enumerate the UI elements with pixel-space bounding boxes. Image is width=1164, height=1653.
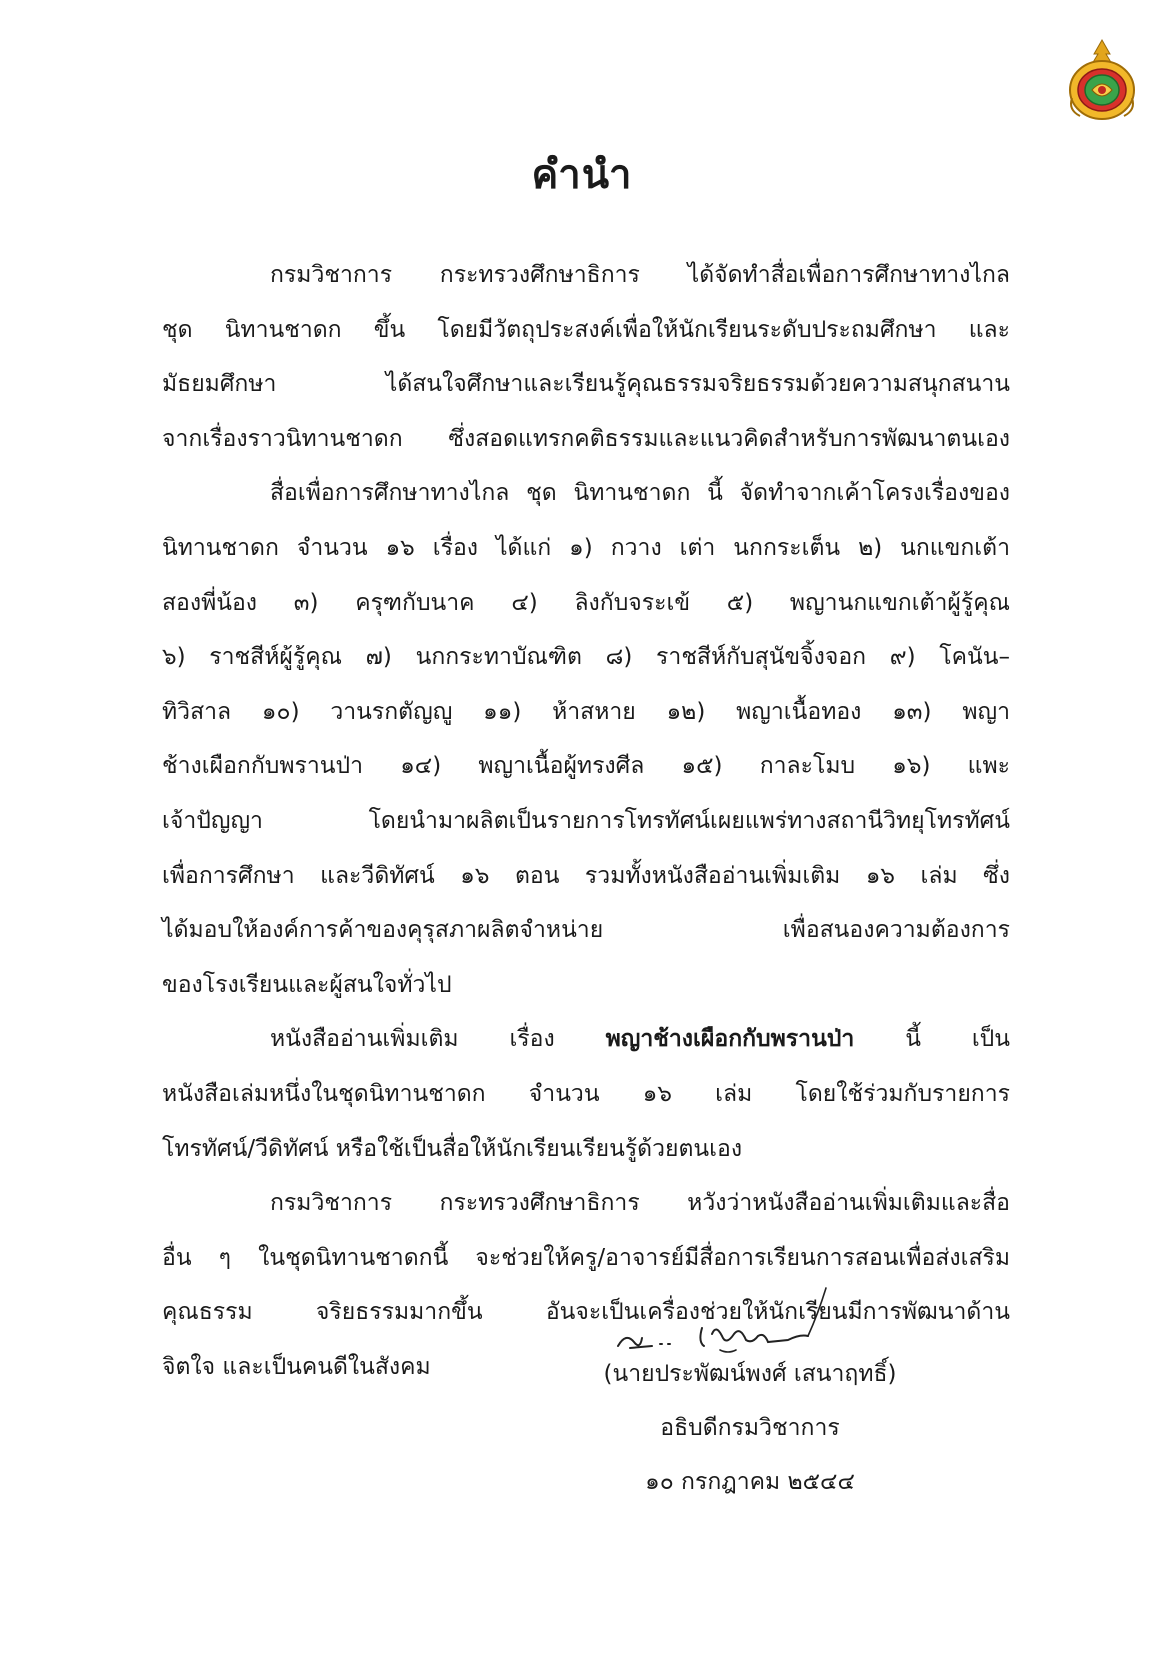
text-line: จากเรื่องราวนิทานชาดก ซึ่งสอดแทรกคติธรรมและแนวคิดสำหรับการพัฒนาตนเอง — [162, 425, 1010, 452]
signatory-position: อธิบดีกรมวิชาการ — [660, 1415, 840, 1441]
page-title: คำนำ — [531, 152, 633, 198]
text-segment: นี้ เป็น — [905, 1026, 1010, 1053]
signature-block — [500, 1347, 1000, 1509]
preface-body — [162, 248, 1010, 1394]
signatory-name: (นายประพัฒน์พงศ์ เสนาฤทธิ์) — [603, 1361, 897, 1387]
text-line: ชุด นิทานชาดก ขึ้น โดยมีวัตถุประสงค์เพื่อให้นักเรียนระดับประถมศึกษา และ — [162, 316, 1010, 343]
book-title-highlight: พญาช้างเผือกกับพรานป่า — [605, 1026, 855, 1053]
text-line: โทรทัศน์/วีดิทัศน์ หรือใช้เป็นสื่อให้นักเรียนเรียนรู้ด้วยตนเอง — [162, 1135, 743, 1162]
text-line: มัธยมศึกษา ได้สนใจศึกษาและเรียนรู้คุณธรรมจริยธรรมด้วยความสนุกสนาน — [162, 371, 1010, 398]
text-line: ช้างเผือกกับพรานป่า ๑๔) พญาเนื้อผู้ทรงศีล ๑๕) กาละโมบ ๑๖) แพะ — [162, 753, 1010, 780]
ministry-emblem-icon — [1066, 38, 1138, 122]
text-line: เพื่อการศึกษา และวีดิทัศน์ ๑๖ ตอน รวมทั้งหนังสืออ่านเพิ่มเติม ๑๖ เล่ม ซึ่ง — [162, 862, 1010, 889]
text-line: กรมวิชาการ กระทรวงศึกษาธิการ หวังว่าหนังสืออ่านเพิ่มเติมและสื่อ — [270, 1190, 1010, 1217]
text-line: ๖) ราชสีห์ผู้รู้คุณ ๗) นกกระทาบัณฑิต ๘) ราชสีห์กับสุนัขจิ้งจอก ๙) โคนัน– — [162, 644, 1010, 671]
text-line: นิทานชาดก จำนวน ๑๖ เรื่อง ได้แก่ ๑) กวาง เต่า นกกระเต็น ๒) นกแขกเต้า — [162, 534, 1010, 561]
text-line: สื่อเพื่อการศึกษาทางไกล ชุด นิทานชาดก นี้ จัดทำจากเค้าโครงเรื่องของ — [270, 480, 1010, 507]
text-line: ได้มอบให้องค์การค้าของคุรุสภาผลิตจำหน่าย เพื่อสนองความต้องการ — [162, 917, 1010, 944]
text-line: จิตใจ และเป็นคนดีในสังคม — [162, 1353, 431, 1380]
text-line: สองพี่น้อง ๓) ครุฑกับนาค ๔) ลิงกับจระเข้ ๕) พญานกแขกเต้าผู้รู้คุณ — [162, 589, 1010, 616]
text-line: กรมวิชาการ กระทรวงศึกษาธิการ ได้จัดทำสื่อเพื่อการศึกษาทางไกล — [270, 262, 1010, 288]
text-line: เจ้าปัญญา โดยนำมาผลิตเป็นรายการโทรทัศน์เผยแพร่ทางสถานีวิทยุโทรทัศน์ — [162, 807, 1010, 834]
text-segment: หนังสืออ่านเพิ่มเติม เรื่อง — [270, 1026, 555, 1053]
text-line: คุณธรรม จริยธรรมมากขึ้น อันจะเป็นเครื่องช่วยให้นักเรียนมีการพัฒนาด้าน — [162, 1299, 1010, 1326]
text-line — [162, 1012, 1010, 1067]
text-line: ทิวิสาล ๑๐) วานรกตัญญู ๑๑) ห้าสหาย ๑๒) พญาเนื้อทอง ๑๓) พญา — [162, 698, 1010, 725]
signature-date: ๑๐ กรกฎาคม ๒๕๔๔ — [645, 1469, 855, 1495]
text-line: อื่น ๆ ในชุดนิทานชาดกนี้ จะช่วยให้ครู/อาจารย์มีสื่อการเรียนการสอนเพื่อส่งเสริม — [162, 1244, 1010, 1271]
text-line: หนังสือเล่มหนึ่งในชุดนิทานชาดก จำนวน ๑๖ เล่ม โดยใช้ร่วมกับรายการ — [162, 1080, 1010, 1107]
text-line: ของโรงเรียนและผู้สนใจทั่วไป — [162, 971, 452, 998]
